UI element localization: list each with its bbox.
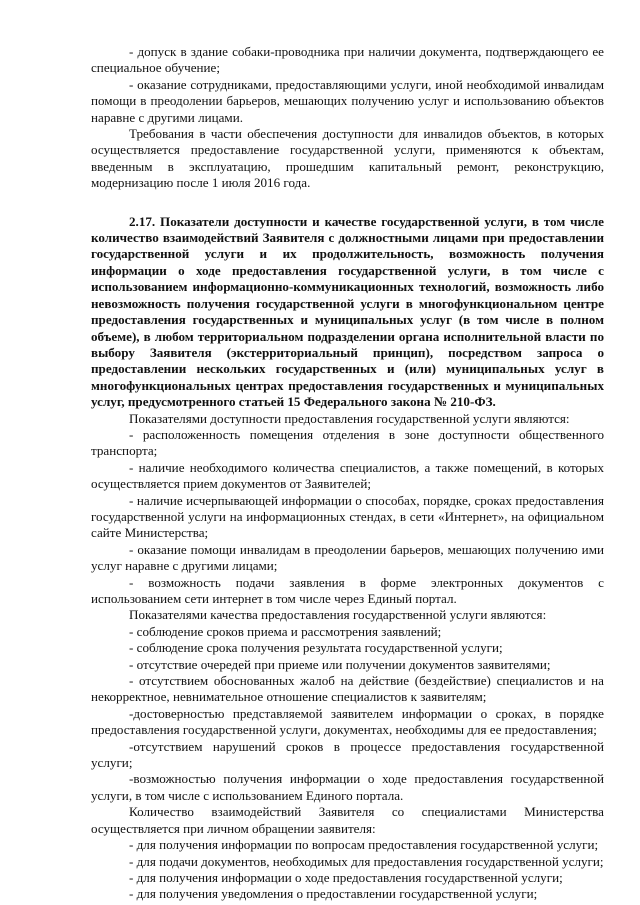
list-item-disabled-assistance: - оказание помощи инвалидам в преодолении барьеров, мешающих получению ими услуг наравне с другими лицами; bbox=[91, 541, 604, 574]
paragraph-accessibility-requirements: Требования в части обеспечения доступности для инвалидов объектов, в которых осуществляется предоставление государственной услуги, применяются к объектам, введенным в эксплуатацию, прошедшим капитальный ремонт, реконструкцию, модернизацию после 1 июля 2016 года. bbox=[91, 126, 604, 191]
list-item-no-queues: - отсутствие очередей при приеме или получении документов заявителями; bbox=[129, 656, 551, 672]
paragraph-interactions: Количество взаимодействий Заявителя со специалистами Министерства осуществляется при личном обращении заявителя: bbox=[91, 804, 604, 836]
list-item-documents-submission: - для подачи документов, необходимых для предоставления государственной услуги; bbox=[129, 853, 604, 869]
list-item-notification: - для получения уведомления о предоставлении государственной услуги; bbox=[129, 886, 538, 902]
paragraph-quality-indicators: Показателями качества предоставления государственной услуги являются: bbox=[129, 607, 547, 623]
list-item-transport: - расположенность помещения отделения в зоне доступности общественного транспорта; bbox=[91, 426, 604, 459]
list-item-result-deadline: - соблюдение срока получения результата государственной услуги; bbox=[129, 640, 503, 656]
paragraph-guide-dog: - допуск в здание собаки-проводника при наличии документа, подтверждающего ее специальное обучение; bbox=[91, 44, 604, 76]
list-item-reliability: -достоверностью представляемой заявителем информации о сроках, в порядке предоставления государственной услуги, документах, необходимы для ее предоставления; bbox=[91, 705, 604, 738]
list-item-info-request: - для получения информации по вопросам предоставления государственной услуги; bbox=[129, 837, 599, 853]
list-item-information: - наличие исчерпывающей информации о способах, порядке, сроках предоставления государственной услуги на информационных стендах, в сети «Интернет», на официальном сайте Министерства; bbox=[91, 492, 604, 541]
list-item-deadlines: - соблюдение сроков приема и рассмотрения заявлений; bbox=[129, 623, 442, 639]
list-item-no-complaints: - отсутствием обоснованных жалоб на действие (бездействие) специалистов и на некорректное, невнимательное отношение специалистов к заявителям; bbox=[91, 673, 604, 705]
list-item-progress-request: - для получения информации о ходе предоставления государственной услуги; bbox=[129, 869, 563, 885]
section-heading-2-17: 2.17. Показатели доступности и качестве государственной услуги, в том числе количество взаимодействий Заявителя с должностными лицами при предоставлении государственной услуги и их продолжительность, возможность получения информации о ходе предоставления государственной услуги, в том числе с использованием информационно-коммуникационных технологий, возможность либо невозможность получения государственной услуги в многофункциональном центре предоставления государственных и муниципальных услуг (в том числе в полном объеме), в любом территориальном подразделении органа исполнительной власти по выбору Заявителя (экстерриториальный принцип), посредством запроса о предоставлении нескольких государственных и (или) муниципальных услуг в многофункциональных центрах предоставления государственных и муниципальных услуг, предусмотренного статьей 15 Федерального закона № 210-ФЗ. bbox=[91, 213, 604, 410]
paragraph-staff-assistance: - оказание сотрудниками, предоставляющими услуги, иной необходимой инвалидам помощи в преодолении барьеров, мешающих получению услуг и использованию объектов наравне с другими лицами. bbox=[91, 76, 604, 125]
list-item-no-violations: -отсутствием нарушений сроков в процессе предоставления государственной услуги; bbox=[91, 738, 604, 771]
list-item-electronic-application: - возможность подачи заявления в форме электронных документов с использованием сети интернет в том числе через Единый портал. bbox=[91, 574, 604, 606]
paragraph-accessibility-indicators: Показателями доступности предоставления государственной услуги являются: bbox=[129, 410, 570, 426]
document-page bbox=[91, 44, 604, 903]
list-item-specialists: - наличие необходимого количества специалистов, а также помещений, в которых осуществляется прием документов от Заявителей; bbox=[91, 459, 604, 492]
list-item-progress-info: -возможностью получения информации о ходе предоставления государственной услуги, в том числе с использованием Единого портала. bbox=[91, 771, 604, 803]
